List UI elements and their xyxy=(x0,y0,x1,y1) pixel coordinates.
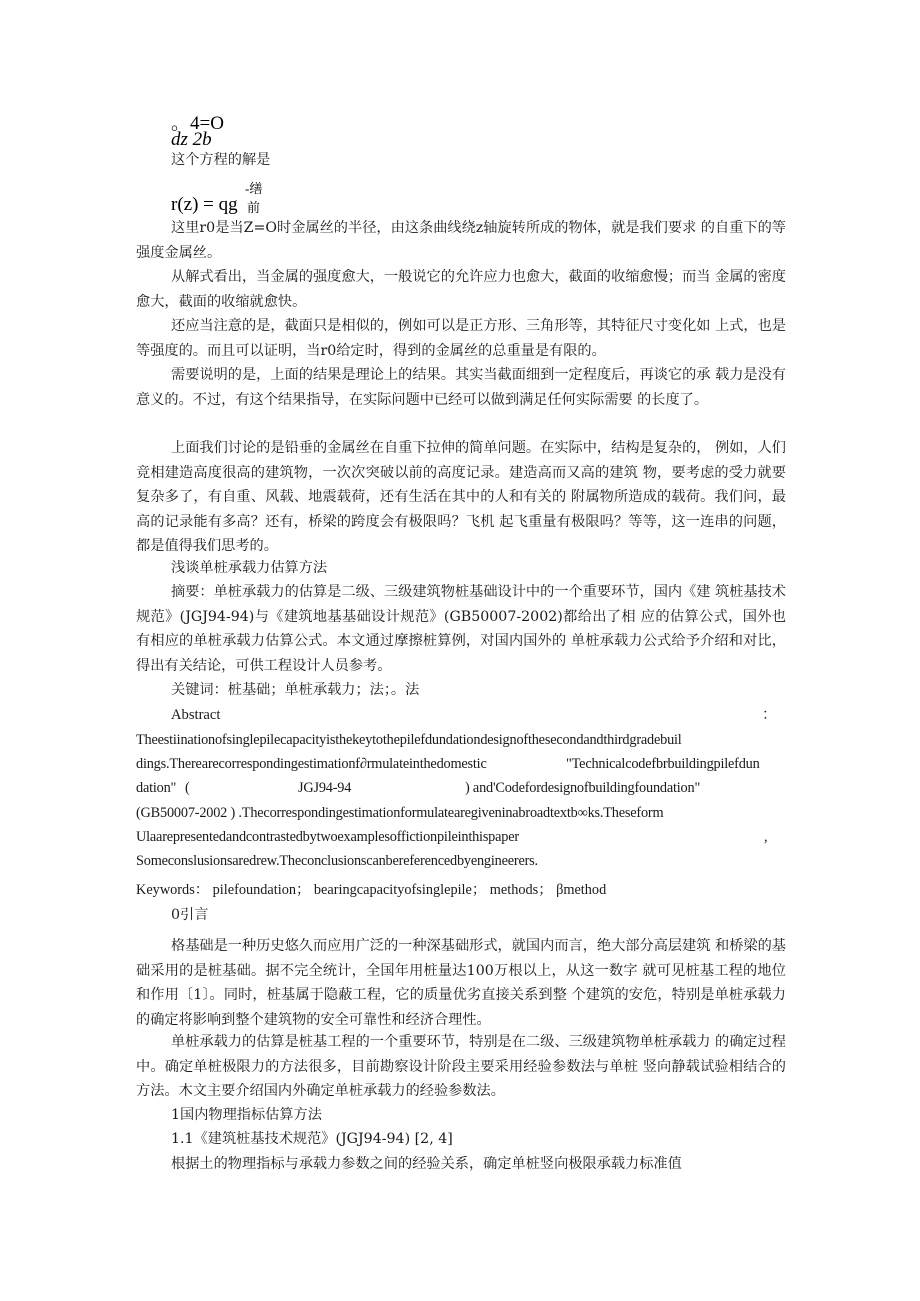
abstract-en-text: JGJ94-94 xyxy=(298,780,352,797)
abstract-cn: 摘要：单桩承载力的估算是二级、三级建筑物桩基础设计中的一个重要环节，国内《建 筑桩基技术规范》(JGJ94-94)与《建筑地基基础设计规范》(GB50007-2002)都给出了相 应的估算公式，国外也有相应的单桩承载力估算公式。本文通过摩擦桩算例，对国内国外的 单桩承载力公式给予介绍和对比，得出有关结论，可供工程设计人员参考。 xyxy=(136,584,786,674)
equation-line-1: 。4=O xyxy=(171,113,224,134)
abstract-en-line xyxy=(136,849,786,873)
abstract-en-text: ) and'Codefordesignofbuildingfoundation" xyxy=(465,780,701,797)
article-title: 浅谈单桩承载力估算方法 xyxy=(171,560,328,576)
abstract-en-label: Abstract xyxy=(171,707,221,723)
equation-subscript: 前 xyxy=(247,200,261,215)
intro-paragraph-1: 格基础是一种历史悠久而应用广泛的一种深基础形式，就国内而言，绝大部分高层建筑 和桥梁的基础采用的是桩基础。据不完全统计，全国年用桩量达100万根以上，从这一数字 就可见桩基工程的地位和作用〔1〕。同时，桩基属于隐蔽工程，它的质量优劣直接关系到整 个建筑的安危，特别是单桩承载力的确定将影响到整个建筑物的安全可靠性和经济合理性。 xyxy=(136,938,786,1028)
last-line: 根据土的物理指标与承载力参数之间的经验关系，确定单桩竖向极限承载力标准值 xyxy=(171,1156,682,1172)
paragraph-4: 需要说明的是，上面的结果是理论上的结果。其实当截面细到一定程度后，再谈它的承 载力是没有意义的。不过，有这个结果指导，在实际问题中已经可以做到满足任何实际需要 的长度了。 xyxy=(136,367,786,408)
abstract-en-text: (GB50007-2002 ) .Thecorrespondingestimationformulatearegiveninabroadtextb∞ks.Theseform xyxy=(136,804,664,821)
paragraph-3: 还应当注意的是，截面只是相似的，例如可以是正方形、三角形等，其特征尺寸变化如 上式，也是等强度的。而且可以证明，当r0给定时，得到的金属丝的总重量是有限的。 xyxy=(136,318,786,359)
paragraph-2: 从解式看出，当金属的强度愈大，一般说它的允许应力也愈大，截面的收缩愈慢；而当 金属的密度愈大，截面的收缩就愈快。 xyxy=(136,269,786,310)
abstract-en-text: Ulaarepresentedandcontrastedbytwoexamplesoffictionpileinthispaper xyxy=(136,828,519,845)
abstract-en xyxy=(136,728,786,873)
paragraph-5: 上面我们讨论的是铅垂的金属丝在自重下拉伸的简单问题。在实际中，结构是复杂的， 例如，人们竞相建造高度很高的建筑物，一次次突破以前的高度记录。建造高而又高的建筑 物，要考虑的受力就要复杂多了，有自重、风载、地震载荷，还有生活在其中的人和有关的 附属物所造成的载荷。我们问，最高的记录能有多高？还有，桥梁的跨度会有极限吗？飞机 起飞重量有极限吗？等等，这一连串的问题，都是值得我们思考的。 xyxy=(136,440,786,554)
section-1-1-title: 1.1《建筑桩基技术规范》(JGJ94-94) [2, 4] xyxy=(171,1131,453,1147)
abstract-en-line xyxy=(136,728,786,752)
equation-superscript: -缮 xyxy=(245,181,263,196)
abstract-en-line xyxy=(136,801,786,825)
abstract-en-line xyxy=(136,752,786,776)
abstract-en-text: , xyxy=(764,828,768,845)
abstract-en-text: dings.Therearecorrespondingestimationf∂rmulateinthedomestic xyxy=(136,756,487,773)
equation-solution: r(z) = qg xyxy=(171,194,238,215)
section-1-title: 1国内物理指标估算方法 xyxy=(171,1107,322,1123)
abstract-en-colon: ： xyxy=(762,707,777,723)
section-0-title: 0引言 xyxy=(171,907,209,923)
abstract-en-line xyxy=(136,776,786,800)
abstract-en-text: ( xyxy=(185,780,190,797)
abstract-en-text: Someconslusionsaredrew.Theconclusionscanbereferencedbyengineerers. xyxy=(136,852,538,869)
keywords-en: Keywords： pilefoundation； bearingcapacityofsinglepile； methods； βmethod xyxy=(136,882,607,898)
abstract-en-text: Theestiinationofsinglepilecapacityisthekeytothepilefdundationdesignofthesecondandthirdgradebuil xyxy=(136,732,682,748)
paragraph-1: 这里r0是当Z=O时金属丝的半径，由这条曲线绕z轴旋转所成的物体，就是我们要求 的自重下的等强度金属丝。 xyxy=(136,220,786,261)
solution-intro: 这个方程的解是 xyxy=(171,152,271,168)
abstract-en-text: "Technicalcodefbrbuildingpilefdun xyxy=(566,756,760,773)
abstract-en-line xyxy=(136,825,786,849)
abstract-en-text: dation" xyxy=(136,780,177,797)
keywords-cn: 关键词：桩基础；单桩承载力；法；。法 xyxy=(171,682,420,698)
equation-line-2-text: dz 2b xyxy=(171,129,212,150)
intro-paragraph-2: 单桩承载力的估算是桩基工程的一个重要环节，特别是在二级、三级建筑物单桩承载力 的确定过程中。确定单桩极限力的方法很多，目前勘察设计阶段主要采用经验参数法与单桩 竖向静载试验相结合的方法。木文主要介绍国内外确定单桩承载力的经验参数法。 xyxy=(136,1034,786,1099)
